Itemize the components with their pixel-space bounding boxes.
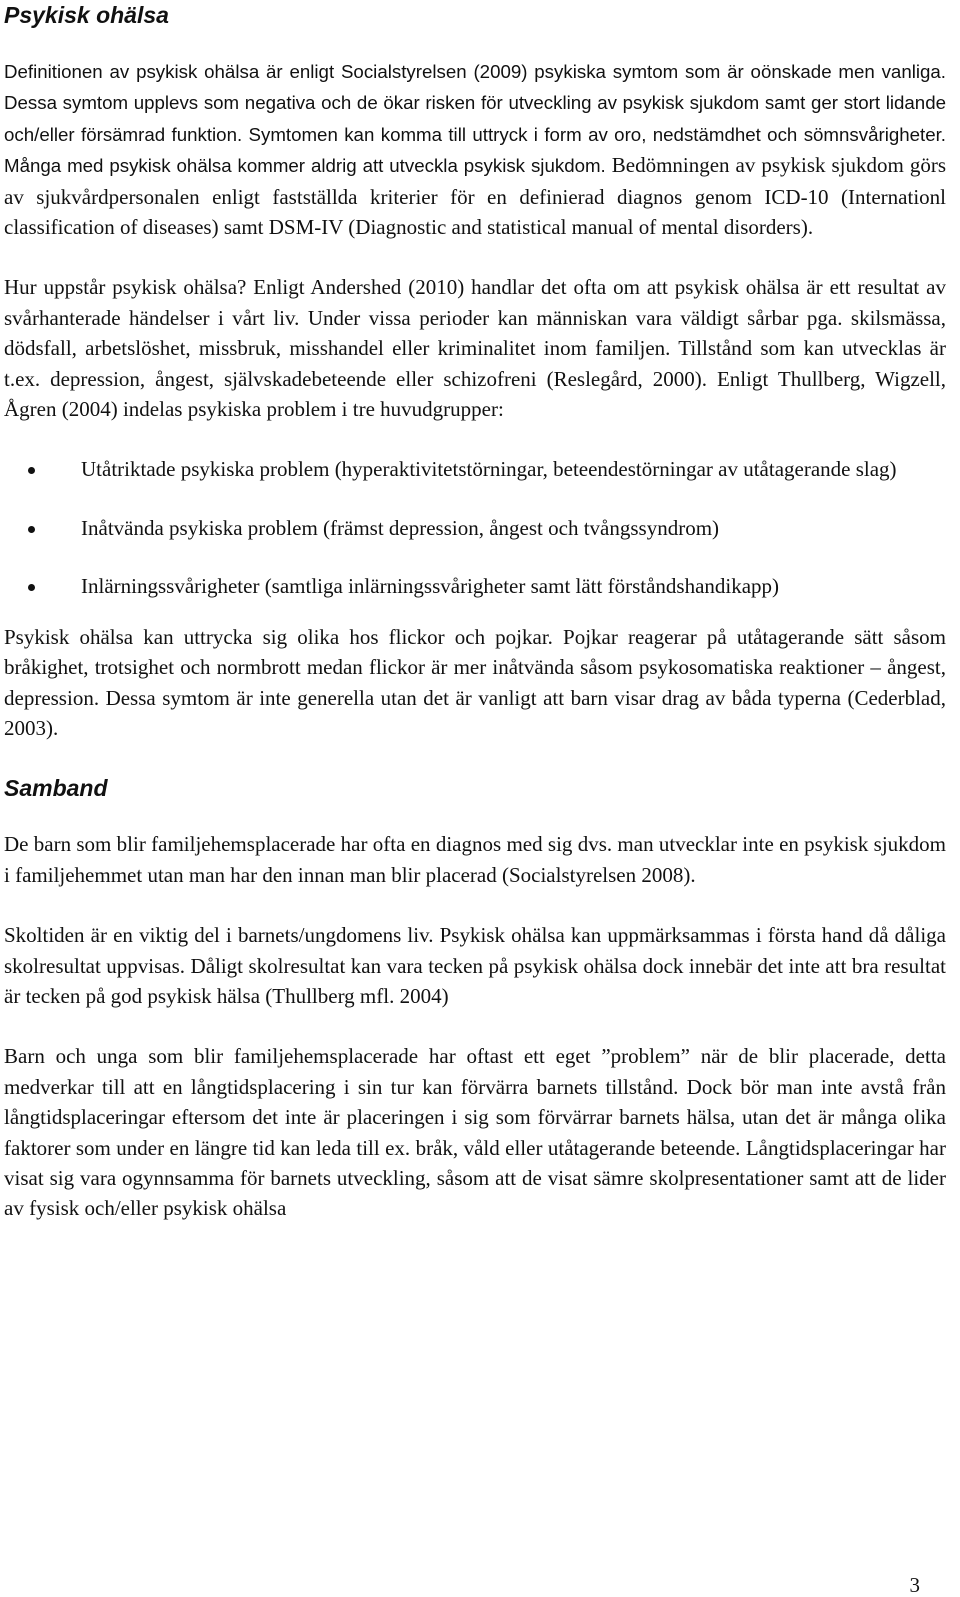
section-heading-psykisk-ohalsa: Psykisk ohälsa (4, 2, 169, 28)
paragraph-samband-1: De barn som blir familjehemsplacerade har ofta en diagnos med sig dvs. man utvecklar inte en psykisk sjukdom i familjehemmet utan man har den innan man blir placerad (Socialstyrelsen 2008). (4, 832, 946, 887)
paragraph-origin: Hur uppstår psykisk ohälsa? Enligt Andershed (2010) handlar det ofta om att psykisk ohälsa är ett resultat av svårhanterade händelser i vårt liv. Under vissa perioder kan människan vara väldigt sårbar pga. skilsmässa, dödsfall, arbetslöshet, missbruk, misshandel eller kriminalitet inom familjen. Tillstånd som kan utvecklas är t.ex. depression, ångest, självskadebeteende eller schizofreni (Reslegård, 2000). Enligt Thullberg, Wigzell, Ågren (2004) indelas psykiska problem i tre huvudgrupper: (4, 275, 946, 422)
paragraph-gender-differences: Psykisk ohälsa kan uttrycka sig olika hos flickor och pojkar. Pojkar reagerar på utåtagerande sätt såsom bråkighet, trotsighet och normbrott medan flickor är mer inåtvända såsom psykosomatiska reaktioner – ångest, depression. Dessa symtom är inte generella utan det är vanligt att barn visar drag av båda typerna (Cederblad, 2003). (4, 624, 946, 740)
list-item (4, 571, 946, 601)
paragraph-definition-sans: Definitionen av psykisk ohälsa är enligt Socialstyrelsen (2009) psykiska symtom som är oönskade men vanliga. Dessa symtom upplevs som negativa och de ökar risken för utveckling av psykisk sjukdom samt ger stort lidande och/eller försämrad funktion. Symtomen kan komma till uttryck i form av oro, nedstämdhet och sömnsvårigheter. Många med psykisk ohälsa kommer aldrig att utveckla psykisk sjukdom. (4, 61, 946, 177)
paragraph-samband-2: Skoltiden är en viktig del i barnets/ungdomens liv. Psykisk ohälsa kan uppmärksammas i första hand då dåliga skolresultat uppvisas. Dåligt skolresultat kan vara tecken på psykisk ohälsa dock innebär det inte att bra resultat är tecken på god psykisk hälsa (Thullberg mfl. 2004) (4, 923, 946, 1008)
list-item-text: Utåtriktade psykiska problem (hyperaktivitetstörningar, beteendestörningar av utåtagerande slag) (81, 457, 897, 482)
document-page (4, 0, 946, 1224)
paragraph-samband-3: Barn och unga som blir familjehemsplacerade har oftast ett eget ”problem” när de blir placerade, detta medverkar till att en långtidsplacering i sin tur kan förvärra barnets tillstånd. Dock bör man inte avstå från långtidsplaceringar eftersom det inte är placeringen i sig som förvärrar barnets hälsa, utan det är många olika faktorer som under en längre tid kan leda till ex. bråk, våld eller utåtagerande beteende. Långtidsplaceringar har visat sig vara ogynnsamma för barnets utveckling, såsom att de visat sämre skolpresentationer samt att de lider av fysisk och/eller psykisk ohälsa (4, 1044, 946, 1221)
section-heading-samband: Samband (4, 775, 108, 802)
page-number: 3 (909, 1573, 920, 1597)
bullet-icon (28, 467, 35, 474)
bullet-icon (28, 526, 35, 533)
paragraph-definition-serif: Bedömningen av psykisk sjukdom görs av sjukvårdpersonalen enligt fastställda kriterier för en definierad diagnos genom ICD-10 (Internationl classification of diseases) samt DSM-IV (Diagnostic and statistical manual of mental disorders). (4, 153, 947, 240)
list-item-text: Inlärningssvårigheter (samtliga inlärningssvårigheter samt lätt förståndshandikapp) (81, 574, 780, 599)
list-item (4, 513, 946, 543)
list-item-text: Inåtvända psykiska problem (främst depression, ångest och tvångssyndrom) (81, 515, 720, 540)
problem-groups-list (4, 454, 946, 601)
bullet-icon (28, 584, 35, 591)
list-item (4, 454, 946, 484)
paragraph-definition (4, 56, 946, 242)
